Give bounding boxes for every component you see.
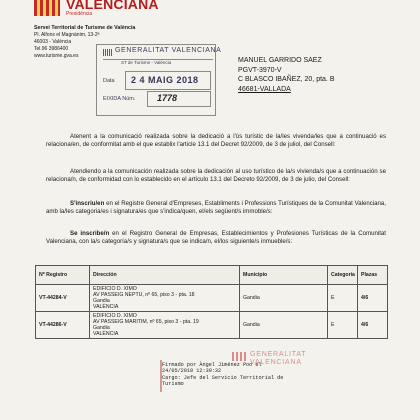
stamp-flag-icon <box>103 49 113 56</box>
dir-line: Gandia <box>93 325 110 331</box>
recipient-block <box>238 56 334 94</box>
paragraph-valencian-2 <box>46 200 386 216</box>
table-row <box>36 285 388 312</box>
paragraph-lead: Se inscribe/n <box>70 230 110 237</box>
col-header-registro: Nº Registro <box>36 266 90 285</box>
cell-plazas: 4/6 <box>358 285 388 312</box>
office-name: Servei Territorial de Turisme de València <box>34 25 136 31</box>
stamp-org: GENERALITAT VALENCIANA <box>115 47 222 54</box>
paragraph-spanish-1 <box>46 168 386 184</box>
paragraph-text: Atenent a la comunicació realizada sobre la dedicació a l'ús turístic de la/les vivenda/les que a continuació es relaciona/en, de conformitat amb el que establix l'article 13.1 del Decret 92/2009, de 3 de juliol, del Consell: <box>46 133 386 149</box>
registry-table <box>35 265 388 339</box>
cell-municipio: Gandia <box>240 285 328 312</box>
address-line-1: Pl. Alfons el Magnànim, 13-2ª <box>34 32 100 38</box>
dir-line: VALÈNCIA <box>93 331 119 337</box>
logo-wordmark: VALENCIANA <box>66 0 159 12</box>
address-line-2: 46003 - València <box>34 39 72 45</box>
col-header-categoria: Categoría <box>328 266 358 285</box>
seal-word-1: GENERALITAT <box>250 351 307 358</box>
stamp-number: 1778 <box>157 93 178 103</box>
paragraph-text: Atendiendo a la comunicación realizada sobre la dedicación al uso turístico de la/s vivienda/s que a continuación se relaciona/n, de conformidad con lo establecido en el artículo 13.1 del Decreto 92/2009, de 3 de julio, del Consell: <box>46 168 386 184</box>
stamp-exit-label: EIXIDA Núm. <box>103 96 136 102</box>
registry-stamp <box>96 44 222 116</box>
recipient-name: MANUEL GARRIDO SAEZ <box>238 57 322 64</box>
recipient-code: PGVT-3970-V <box>238 66 282 74</box>
seal-word-2: VALENCIANA <box>250 359 302 366</box>
dir-line: EDIFICIO D. XIMO <box>93 313 137 319</box>
paragraph-valencian-1 <box>46 133 386 149</box>
office-web: www.turisme.gva.es <box>34 53 79 59</box>
cell-municipio: Gandia <box>240 312 328 339</box>
generalitat-flag-icon <box>34 0 60 16</box>
col-header-plazas: Plazas <box>358 266 388 285</box>
dir-line: EDIFICIO D. XIMO <box>93 286 137 292</box>
col-header-municipio: Municipio <box>240 266 328 285</box>
seal-flag-icon <box>232 352 246 361</box>
dir-line: AV PASSEIG MARITIM, nº 65, piso 3 - pta. 19 <box>93 319 199 325</box>
signature-line: Firmado por Àngel Jiménez Poo el <box>162 362 262 368</box>
dir-line: VALÈNCIA <box>93 304 119 310</box>
paragraph-lead: S'inscriu/en <box>70 200 105 207</box>
signature-line: 24/05/2018 12:39:32 <box>162 368 222 375</box>
logo-subtitle: Presidència <box>66 11 93 17</box>
paragraph-text: en el Registro General de Empresas, Establecimientos y Profesiones Turísticas de la Comunitat Valenciana, con la/s categoría/s y signatura/s que se indica/n, el/los siguiente/s inmueble/s: <box>46 230 387 246</box>
signature-line: Cargo: Jefe del Servicio Territorial de <box>162 374 284 381</box>
stamp-date-label: Data <box>103 78 115 84</box>
table-row <box>36 312 388 339</box>
cell-categoria: E <box>328 285 358 312</box>
cell-registro: VT-44286-V <box>36 312 90 339</box>
paragraph-text: en el Registre General d'Empreses, Establiments i Professions Turístiques de la Comunitat Valenciana, amb la/les categoria/es i signatura/es que s'indica/quen, el/els següent/s immoble/s: <box>46 200 386 216</box>
recipient-street: C BLASCO IBAÑEZ, 20, pta. B <box>238 76 335 83</box>
office-phone: Tel.96 3986400 <box>34 46 69 52</box>
paragraph-spanish-2 <box>46 230 386 246</box>
dir-line: Gandia <box>93 298 110 304</box>
dir-line: AV PASSEIG NEPTU, nº 65, piso 3 - pta. 18 <box>93 292 195 298</box>
cell-plazas: 4/6 <box>358 312 388 339</box>
stamp-date: 2 4 MAIG 2018 <box>131 75 199 85</box>
signature-line: Turismo <box>162 381 184 388</box>
cell-registro: VT-44284-V <box>36 285 90 312</box>
cell-categoria: E <box>328 312 358 339</box>
table-header-row <box>36 266 388 285</box>
stamp-office: ST de Turisme - València <box>121 60 172 65</box>
stamp-header <box>103 47 222 60</box>
col-header-direccion: Dirección <box>90 266 240 285</box>
cell-direccion <box>90 285 240 312</box>
cell-direccion <box>90 312 240 339</box>
recipient-city: 46681-VALLADA <box>238 85 291 93</box>
